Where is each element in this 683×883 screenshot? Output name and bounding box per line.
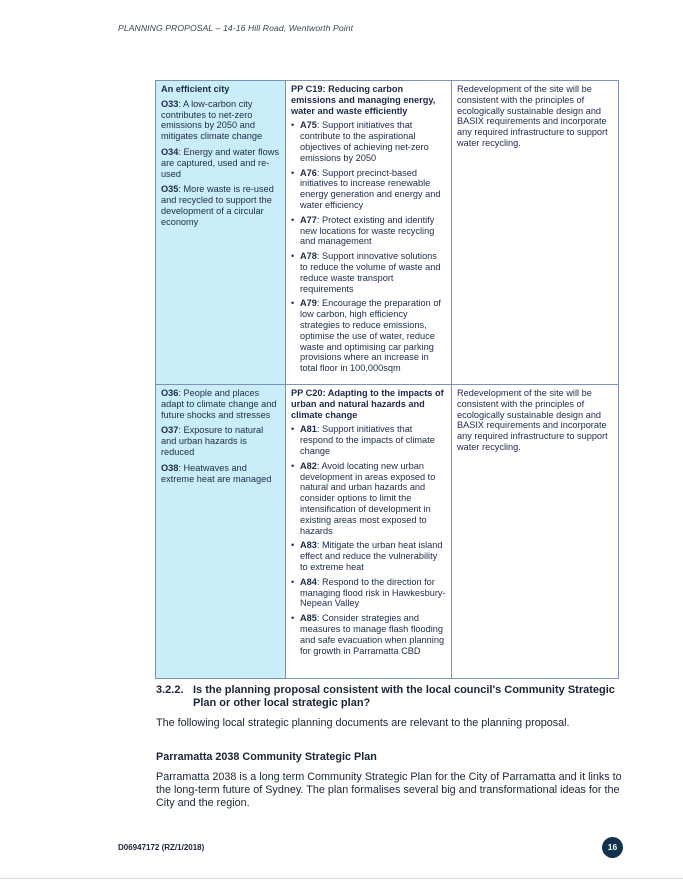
objective-text: : Heatwaves and extreme heat are managed [161,462,272,484]
priority-title: PP C19: Reducing carbon emissions and managing energy, water and waste efficiently [291,84,436,116]
section-title: Is the planning proposal consistent with the local council's Community Strategic Plan or other local strategic plan? [193,684,615,709]
action-item [291,120,446,163]
objective-code: O36 [161,388,179,398]
objectives-cell [156,81,286,385]
objective-code: O38 [161,462,179,473]
action-code: A81 [300,424,317,435]
bullet-icon: • [291,540,295,551]
action-text: : Support precinct-based initiatives to increase renewable energy generation and energy and water efficiency [300,167,441,210]
action-item [291,540,446,572]
action-item [291,577,446,609]
bullet-icon: • [291,120,295,131]
objective-code: O37 [161,425,179,436]
document-reference: D06947172 (RZ/1/2018) [118,843,205,852]
objective-text: : Exposure to natural and urban hazards is reduced [161,425,264,457]
action-item [291,424,446,456]
action-text: : Protect existing and identify new locations for waste recycling and management [300,214,435,247]
action-item [291,168,446,211]
action-text: : Mitigate the urban heat island effect and reduce the vulnerability to extreme heat [300,540,443,572]
section-heading [156,684,626,710]
objective-text: : A low-carbon city contributes to net-zero emissions by 2050 and mitigates climate change [161,98,263,142]
action-code: A83 [300,540,317,551]
objective-item [161,147,280,179]
action-item [291,298,446,374]
priority-title: PP C20: Adapting to the impacts of urban and natural hazards and climate change [291,388,444,420]
page-bottom-divider [0,878,683,879]
objectives-cell [156,385,286,679]
objective-text: : People and places adapt to climate change and future shocks and stresses [161,388,277,420]
bullet-icon: • [291,576,295,587]
page-header: PLANNING PROPOSAL – 14-16 Hill Road, Wentworth Point [118,23,354,33]
subsection-body: Parramatta 2038 is a long term Community Strategic Plan for the City of Parramatta and it links to the long-term future of Sydney. The plan formalises several big and transformational ideas for the City and the region. [156,771,622,810]
action-list [291,120,446,374]
page-number-badge: 16 [602,837,623,858]
action-code: A79 [300,298,317,309]
objective-code: O33 [161,98,179,109]
section-intro: The following local strategic planning documents are relevant to the planning proposal. [156,717,570,729]
bullet-icon: • [291,167,295,178]
bullet-icon: • [291,214,295,225]
action-text: : Respond to the direction for managing flood risk in Hawkesbury-Nepean Valley [300,576,446,609]
action-code: A78 [300,251,317,262]
response-cell [452,385,619,679]
action-text: : Support initiatives that respond to the impacts of climate change [300,424,435,456]
response-text: Redevelopment of the site will be consistent with the principles of ecologically sustainable design and BASIX requirements and incorporate any required infrastructure to support water recycling. [457,388,608,452]
objective-text: : More waste is re-used and recycled to support the development of a circular economy [161,184,274,227]
action-text: : Support initiatives that contribute to the aspirational objectives of achieving net-zero emissions by 2050 [300,120,429,163]
objective-item [161,425,280,457]
strategy-alignment-table [155,80,619,679]
objective-code: O35 [161,184,179,195]
response-cell [452,81,619,385]
objective-code: O34 [161,146,179,157]
action-code: A75 [300,120,317,131]
priority-cell [286,385,452,679]
table-row [156,385,619,679]
action-text: : Encourage the preparation of low carbon, high efficiency strategies to reduce emissions, optimise the use of water, reduce waste and optimising car parking provisions where an increase in total floor in 100,000sqm [300,298,441,374]
action-item [291,461,446,537]
action-code: A77 [300,214,317,225]
action-code: A85 [300,613,317,624]
table-row [156,81,619,385]
action-text: : Support innovative solutions to reduce the volume of waste and reduce waste transport requirements [300,251,441,294]
action-text: : Avoid locating new urban development in areas exposed to natural and urban hazards and consider options to limit the intensification of development in existing areas most exposed to hazards [300,460,436,536]
bullet-icon: • [291,251,295,262]
action-list [291,424,446,656]
action-code: A82 [300,460,317,471]
priority-cell [286,81,452,385]
bullet-icon: • [291,424,295,435]
action-text: : Consider strategies and measures to manage flash flooding and safe evacuation when planning for growth in Parramatta CBD [300,613,445,656]
objective-item [161,184,280,227]
action-item [291,215,446,247]
bullet-icon: • [291,460,295,471]
bullet-icon: • [291,613,295,624]
action-code: A76 [300,167,317,178]
objective-item [161,388,280,420]
action-item [291,251,446,294]
section-number: 3.2.2. [156,684,184,696]
bullet-icon: • [291,298,295,309]
objective-item [161,463,280,485]
action-item [291,613,446,656]
objective-group-title: An efficient city [161,84,230,94]
subsection-heading: Parramatta 2038 Community Strategic Plan [156,751,377,763]
objective-item [161,99,280,142]
action-code: A84 [300,576,317,587]
response-text: Redevelopment of the site will be consistent with the principles of ecologically sustainable design and BASIX requirements and incorporate any required infrastructure to support water recycling. [457,84,608,148]
objective-text: : Energy and water flows are captured, used and re-used [161,146,279,179]
